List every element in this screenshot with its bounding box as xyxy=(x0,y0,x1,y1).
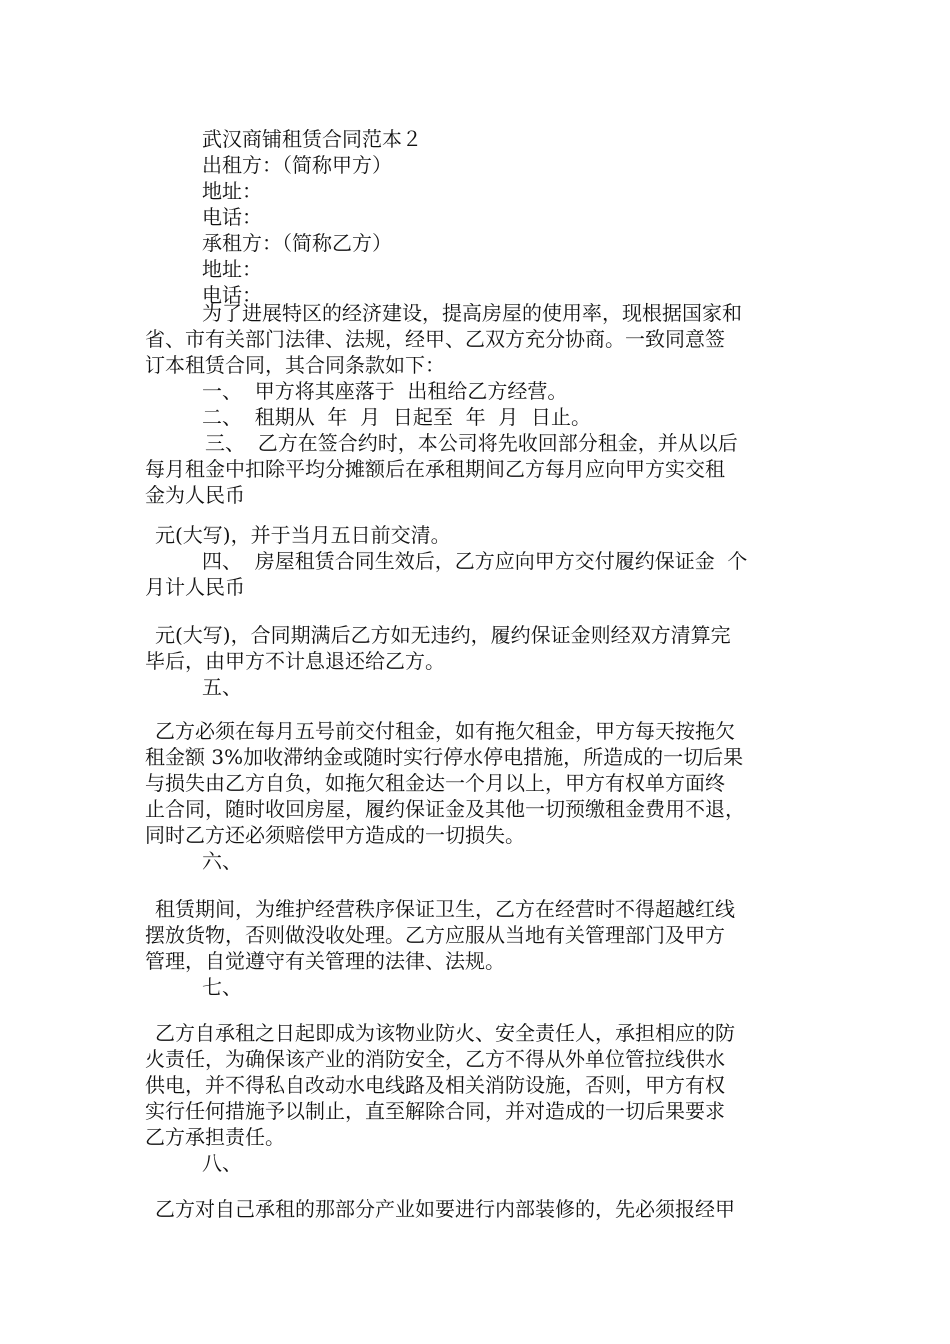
clause-6-heading: 六、 xyxy=(202,849,242,873)
clause-3-line: 金为人民币 xyxy=(145,483,245,507)
clause-7-heading: 七、 xyxy=(202,975,242,999)
clause-7-line: 乙方自承租之日起即成为该物业防火、安全责任人，承担相应的防 xyxy=(155,1021,735,1045)
lessor-address-line: 地址： xyxy=(202,179,262,203)
clause-5-line: 乙方必须在每月五号前交付租金，如有拖欠租金，甲方每天按拖欠 xyxy=(155,719,735,743)
clause-6-line: 租赁期间，为维护经营秩序保证卫生，乙方在经营时不得超越红线 xyxy=(155,897,735,921)
clause-4-line: 月计人民币 xyxy=(145,575,245,599)
lessee-address-line: 地址： xyxy=(202,257,262,281)
intro-line: 省、市有关部门法律、法规，经甲、乙双方充分协商。一致同意签 xyxy=(145,327,725,351)
clause-5-line: 租金额 3%加收滞纳金或随时实行停水停电措施，所造成的一切后果 xyxy=(145,745,744,769)
clause-7-line: 实行任何措施予以制止，直至解除合同，并对造成的一切后果要求 xyxy=(145,1099,725,1123)
clause-4-line: 四、 房屋租赁合同生效后，乙方应向甲方交付履约保证金 个 xyxy=(202,549,748,573)
clause-7-line: 火责任，为确保该产业的消防安全，乙方不得从外单位管拉线供水 xyxy=(145,1047,725,1071)
clause-7-line: 供电，并不得私自改动水电线路及相关消防设施，否则，甲方有权 xyxy=(145,1073,725,1097)
intro-line: 订本租赁合同，其合同条款如下： xyxy=(145,353,445,377)
clause-3-line: 元(大写)，并于当月五日前交清。 xyxy=(155,523,451,547)
document-title: 武汉商铺租赁合同范本２ xyxy=(202,127,422,151)
clause-5-line: 止合同，随时收回房屋，履约保证金及其他一切预缴租金费用不退， xyxy=(145,797,745,821)
clause-7-line: 乙方承担责任。 xyxy=(145,1125,285,1149)
lessee-line: 承租方：（简称乙方） xyxy=(202,231,392,255)
lessee-phone-line: 电话： xyxy=(202,283,262,307)
clause-5-line: 同时乙方还必须赔偿甲方造成的一切损失。 xyxy=(145,823,525,847)
intro-line: 为了进展特区的经济建设，提高房屋的使用率，现根据国家和 xyxy=(202,301,742,325)
lessor-phone-line: 电话： xyxy=(202,205,262,229)
lessor-line: 出租方：（简称甲方） xyxy=(202,153,392,177)
clause-2: 二、 租期从 年 月 日起至 年 月 日止。 xyxy=(202,405,592,429)
clause-8-line: 乙方对自己承租的那部分产业如要进行内部装修的，先必须报经甲 xyxy=(155,1197,735,1221)
clause-4-line: 毕后，由甲方不计息退还给乙方。 xyxy=(145,649,445,673)
clause-3-line: 三、 乙方在签合约时，本公司将先收回部分租金，并从以后 xyxy=(205,431,738,455)
clause-5-line: 与损失由乙方自负，如拖欠租金达一个月以上，甲方有权单方面终 xyxy=(145,771,725,795)
clause-5-heading: 五、 xyxy=(202,675,242,699)
clause-6-line: 摆放货物，否则做没收处理。乙方应服从当地有关管理部门及甲方 xyxy=(145,923,725,947)
clause-4-line: 元(大写)，合同期满后乙方如无违约，履约保证金则经双方清算完 xyxy=(155,623,731,647)
clause-1: 一、 甲方将其座落于 出租给乙方经营。 xyxy=(202,379,568,403)
clause-8-heading: 八、 xyxy=(202,1151,242,1175)
clause-3-line: 每月租金中扣除平均分摊额后在承租期间乙方每月应向甲方实交租 xyxy=(145,457,725,481)
clause-6-line: 管理，自觉遵守有关管理的法律、法规。 xyxy=(145,949,505,973)
